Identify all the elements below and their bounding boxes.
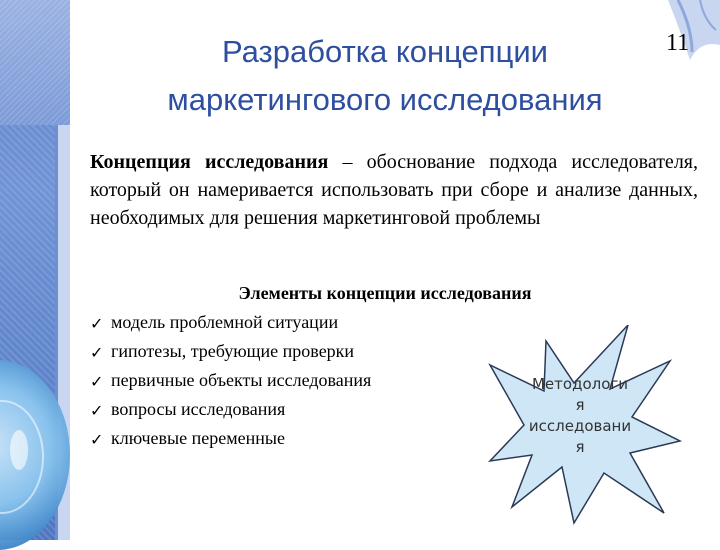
- decorative-side-strip-top: [0, 0, 70, 125]
- definition-paragraph: [90, 148, 698, 232]
- starburst-label-line-1: Методологи: [531, 375, 629, 393]
- list-item-label: гипотезы, требующие проверки: [111, 341, 355, 361]
- list-item: [90, 395, 371, 424]
- starburst-label-line-2: я: [575, 396, 585, 414]
- checkmark-icon: ✓: [90, 372, 104, 391]
- slide-title: [90, 28, 680, 124]
- slide-title-line-2: маркетингового исследования: [167, 82, 603, 117]
- globe-shine-decoration: [10, 430, 28, 470]
- checkmark-icon: ✓: [90, 401, 104, 420]
- definition-text: – обоснование подхода исследователя, который он намеривается использовать при сборе и анализе данных, необходимых для решения маркетинговой проблемы: [90, 151, 698, 229]
- list-item: [90, 308, 371, 337]
- checkmark-icon: ✓: [90, 430, 104, 449]
- page-number: 11: [666, 30, 690, 56]
- elements-heading: Элементы концепции исследования: [238, 283, 532, 303]
- starburst-label-line-4: я: [575, 438, 585, 456]
- checkmark-icon: ✓: [90, 343, 104, 362]
- starburst-label: [528, 374, 632, 458]
- list-item-label: ключевые переменные: [111, 428, 285, 448]
- list-item: [90, 366, 371, 395]
- elements-list: [90, 308, 371, 453]
- starburst-label-line-3: исследовани: [528, 417, 632, 435]
- list-item-label: вопросы исследования: [111, 399, 286, 419]
- list-item-label: первичные объекты исследования: [111, 370, 372, 390]
- list-item-label: модель проблемной ситуации: [111, 312, 339, 332]
- checkmark-icon: ✓: [90, 314, 104, 333]
- slide-title-line-1: Разработка концепции: [222, 34, 548, 69]
- definition-term: Концепция исследования: [90, 151, 329, 173]
- list-item: [90, 337, 371, 366]
- list-item: [90, 424, 371, 453]
